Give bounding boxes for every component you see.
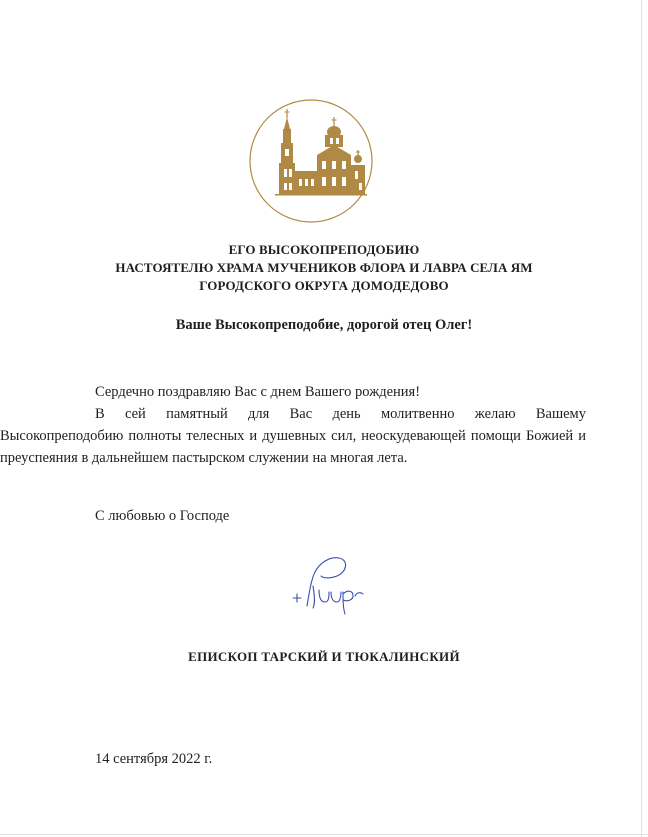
addressee-line-3: ГОРОДСКОГО ОКРУГА ДОМОДЕДОВО <box>199 278 449 293</box>
page-edge-right <box>641 0 642 837</box>
body-paragraph-1: Сердечно поздравляю Вас с днем Вашего рождения! <box>95 384 421 400</box>
sender-title: ЕПИСКОП ТАРСКИЙ И ТЮКАЛИНСКИЙ <box>188 649 460 664</box>
salutation: Ваше Высокопреподобие, дорогой отец Олег! <box>175 317 473 333</box>
body-paragraph-2-first-line <box>95 403 586 425</box>
addressee-block <box>0 241 648 295</box>
letter-body <box>0 381 586 469</box>
signature-icon <box>285 546 375 616</box>
addressee-line-1: ЕГО ВЫСОКОПРЕПОДОБИЮ <box>228 242 420 257</box>
body-paragraph-2-continuation: Высокопреподобию полноты телесных и душевных сил, неоскудевающей помощи Божией и преуспеяния в дальнейшем пастырском служении на многая лета. <box>0 428 586 466</box>
body-paragraph-2-first-line-text: В сей памятный для Вас день молитвенно желаю Вашему <box>95 406 586 422</box>
closing-phrase: С любовью о Господе <box>95 508 230 524</box>
addressee-line-2: НАСТОЯТЕЛЮ ХРАМА МУЧЕНИКОВ ФЛОРА И ЛАВРА СЕЛА ЯМ <box>115 260 533 275</box>
letter-date: 14 сентября 2022 г. <box>95 751 213 767</box>
church-emblem-icon <box>249 99 373 223</box>
page-edge-bottom <box>0 834 648 835</box>
